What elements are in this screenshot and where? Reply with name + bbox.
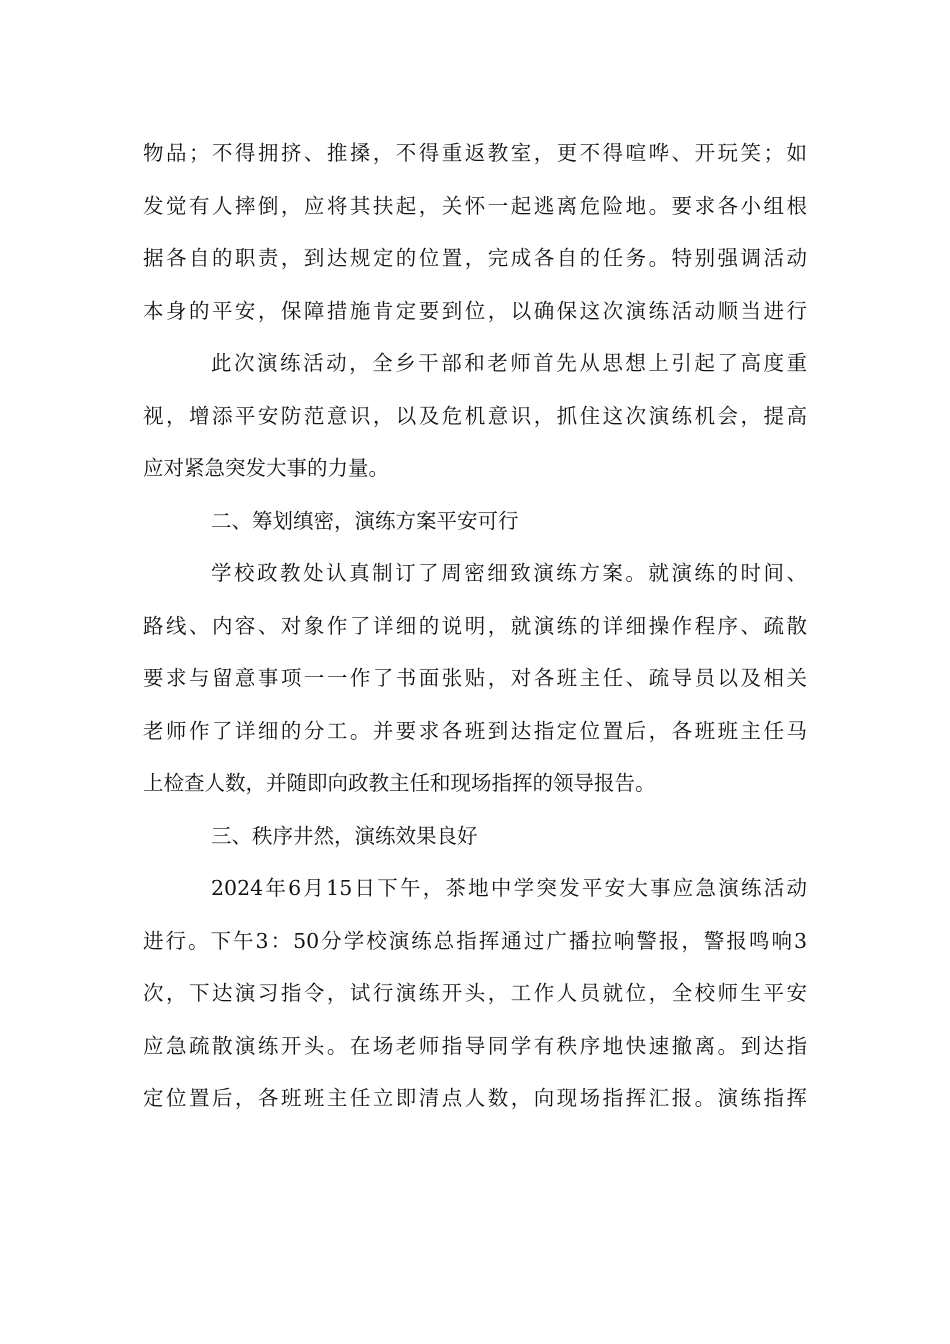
document-body [143, 127, 807, 1125]
text-line: 2024年6月15日下午，茶地中学突发平安大事应急演练活动 [211, 876, 807, 900]
text-line: 路线、内容、对象作了详细的说明，就演练的详细操作程序、疏散 [143, 613, 807, 638]
text-line: 应急疏散演练开头。在场老师指导同学有秩序地快速撤离。到达指 [143, 1033, 807, 1058]
text-line: 物品；不得拥挤、推搡，不得重返教室，更不得喧哗、开玩笑；如 [143, 141, 807, 165]
paragraph-evacuation-rules [143, 127, 807, 337]
section-heading: 三、秩序井然，演练效果良好 [211, 823, 478, 848]
text-line: 据各自的职责，到达规定的位置，完成各自的任务。特别强调活动 [143, 246, 807, 270]
text-line: 本身的平安，保障措施肯定要到位，以确保这次演练活动顺当进行 [143, 298, 807, 323]
section-heading: 二、筹划缜密，演练方案平安可行 [211, 508, 519, 533]
section-heading-planning [143, 495, 807, 548]
text-line: 进行。下午3：50分学校演练总指挥通过广播拉响警报，警报鸣响3 [143, 928, 807, 953]
paragraph-drill-significance [143, 337, 807, 495]
paragraph-drill-process [143, 862, 807, 1125]
text-line: 应对紧急突发大事的力量。 [143, 456, 389, 480]
section-heading-effect [143, 810, 807, 863]
text-line: 定位置后，各班班主任立即清点人数，向现场指挥汇报。演练指挥 [143, 1086, 807, 1110]
text-line: 次，下达演习指令，试行演练开头，工作人员就位，全校师生平安 [143, 981, 807, 1005]
text-line: 此次演练活动，全乡干部和老师首先从思想上引起了高度重 [211, 351, 807, 375]
text-line: 上检查人数，并随即向政教主任和现场指挥的领导报告。 [143, 771, 656, 795]
paragraph-drill-plan [143, 547, 807, 810]
text-line: 发觉有人摔倒，应将其扶起，关怀一起逃离危险地。要求各小组根 [143, 193, 807, 218]
text-line: 要求与留意事项一一作了书面张贴，对各班主任、疏导员以及相关 [143, 666, 807, 690]
text-line: 视，增添平安防范意识，以及危机意识，抓住这次演练机会，提高 [143, 403, 807, 428]
text-line: 老师作了详细的分工。并要求各班到达指定位置后，各班班主任马 [143, 718, 807, 743]
text-line: 学校政教处认真制订了周密细致演练方案。就演练的时间、 [211, 561, 807, 585]
